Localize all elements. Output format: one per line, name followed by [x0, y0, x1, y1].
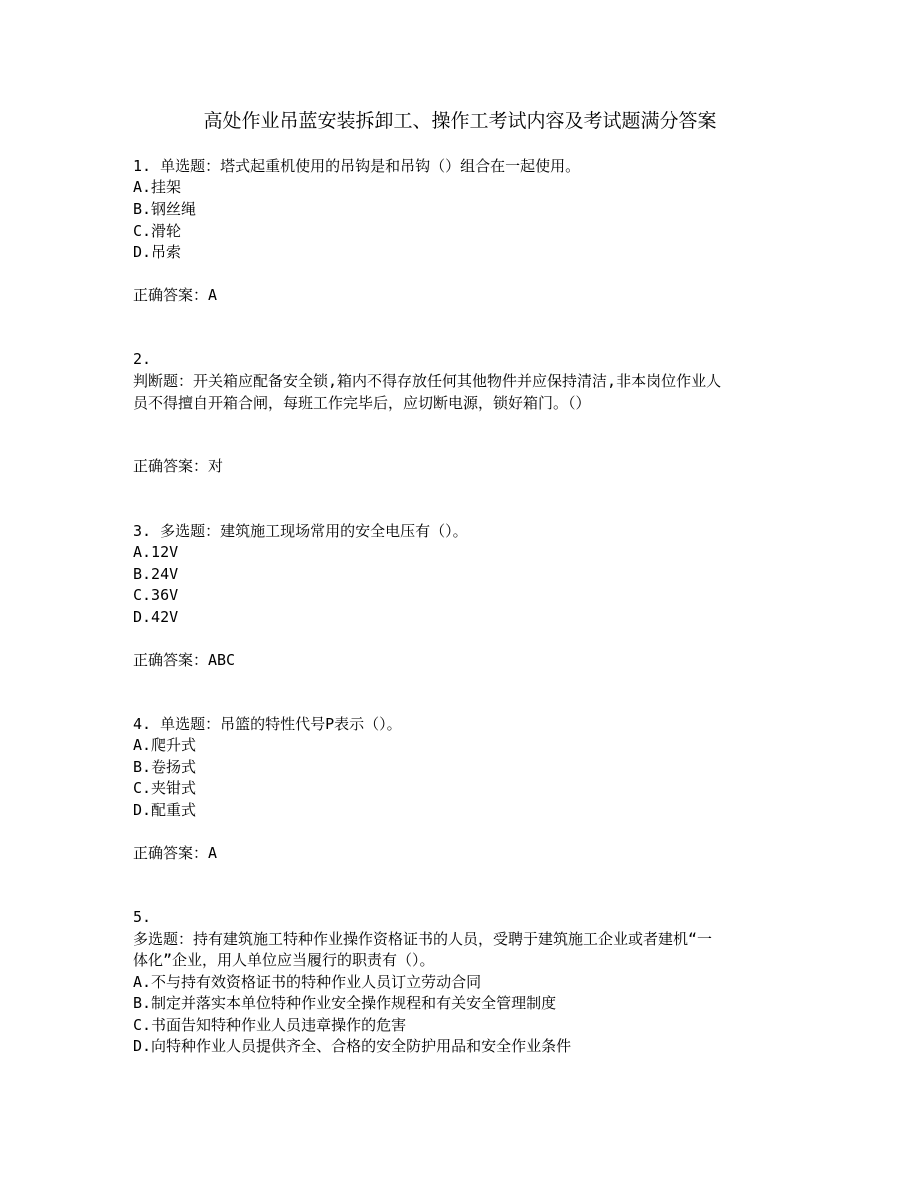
- question-4-option-a: A.爬升式: [133, 736, 197, 754]
- question-3-option-d: D.42V: [133, 608, 179, 626]
- page-title: 高处作业吊蓝安装拆卸工、操作工考试内容及考试题满分答案: [203, 110, 717, 132]
- question-5-option-d: D.向特种作业人员提供齐全、合格的安全防护用品和安全作业条件: [133, 1037, 572, 1055]
- question-5-stem-line-1: 多选题：持有建筑施工特种作业操作资格证书的人员，受聘于建筑施工企业或者建机“一: [133, 930, 713, 948]
- question-4-option-c: C.夹钳式: [133, 779, 197, 797]
- question-5-option-a: A.不与持有效资格证书的特种作业人员订立劳动合同: [133, 973, 482, 991]
- question-1-answer: 正确答案：A: [133, 286, 218, 304]
- question-5-number: 5.: [133, 908, 152, 926]
- question-1-option-a: A.挂架: [133, 178, 182, 196]
- question-3-option-b: B.24V: [133, 565, 179, 583]
- question-1-option-c: C.滑轮: [133, 222, 182, 240]
- question-1-option-b: B.钢丝绳: [133, 200, 197, 218]
- question-5-option-b: B.制定并落实本单位特种作业安全操作规程和有关安全管理制度: [133, 994, 557, 1012]
- question-5-stem-line-2: 体化”企业，用人单位应当履行的职责有（）。: [133, 951, 435, 969]
- question-5-option-c: C.书面告知特种作业人员违章操作的危害: [133, 1016, 407, 1034]
- question-2-stem-line-1: 判断题：开关箱应配备安全锁,箱内不得存放任何其他物件并应保持清洁,非本岗位作业人: [133, 372, 722, 390]
- question-1-option-d: D.吊索: [133, 243, 182, 261]
- question-1-stem: 1. 单选题：塔式起重机使用的吊钩是和吊钩（）组合在一起使用。: [133, 157, 581, 175]
- question-2-answer: 正确答案：对: [133, 457, 224, 475]
- question-2-stem-line-2: 员不得擅自开箱合闸，每班工作完毕后，应切断电源，锁好箱门。（）: [133, 394, 591, 412]
- question-4-stem: 4. 单选题：吊篮的特性代号P表示（）。: [133, 715, 402, 733]
- question-2-number: 2.: [133, 350, 152, 368]
- question-3-option-a: A.12V: [133, 543, 179, 561]
- question-3-stem: 3. 多选题：建筑施工现场常用的安全电压有（）。: [133, 522, 468, 540]
- question-4-answer: 正确答案：A: [133, 844, 218, 862]
- question-3-answer: 正确答案：ABC: [133, 651, 236, 669]
- question-3-option-c: C.36V: [133, 586, 179, 604]
- question-4-option-d: D.配重式: [133, 801, 197, 819]
- question-4-option-b: B.卷扬式: [133, 758, 197, 776]
